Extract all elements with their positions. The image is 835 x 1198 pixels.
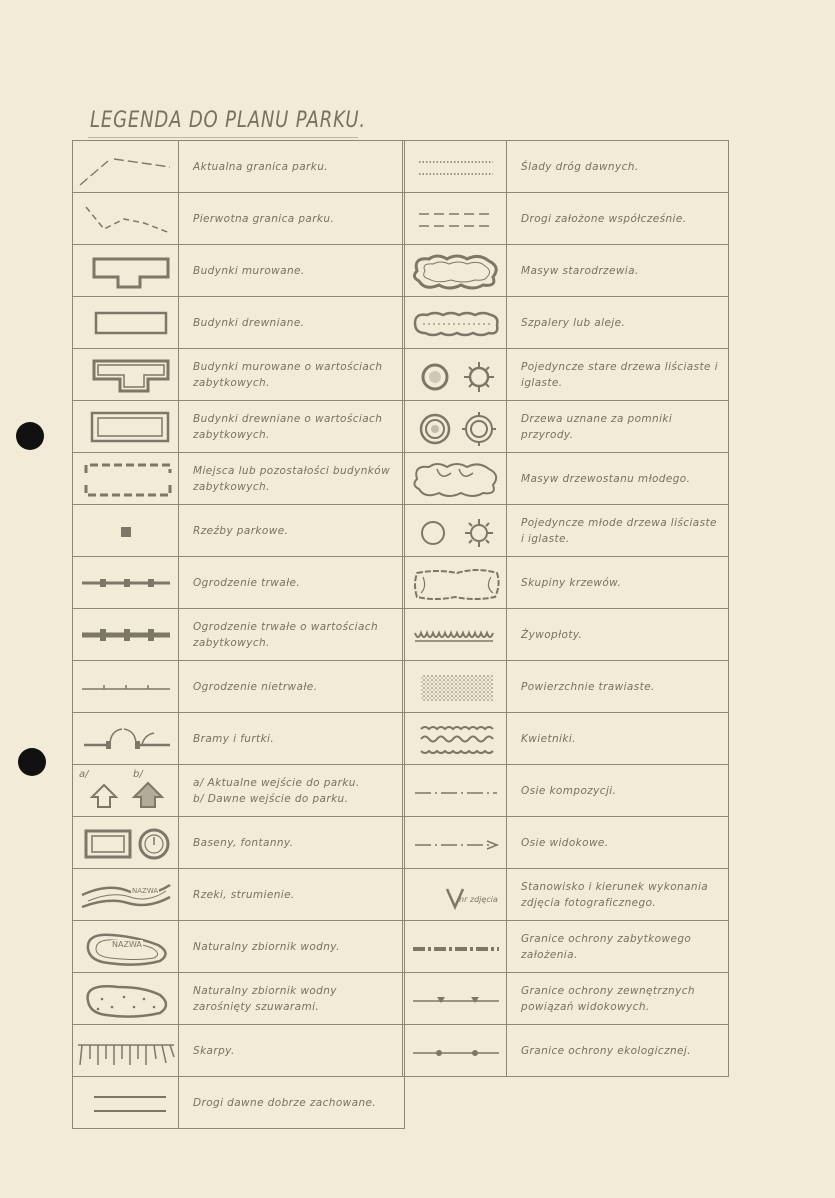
legend-row [403,713,729,765]
legend-label: Kwietniki. [507,713,729,764]
original-park-boundary-symbol [73,193,179,244]
legend-label: Skarpy. [179,1025,405,1076]
legend-label: Masyw starodrzewia. [507,245,729,296]
legend-row [403,765,729,817]
legend-label: Stanowisko i kierunek wykonania zdjęcia fotograficznego. [507,869,729,920]
legend-row [73,245,405,297]
title-underline [88,137,358,138]
legend-label: Skupiny krzewów. [507,557,729,608]
legend-row [73,817,405,869]
river-name-tag: NAZWA [132,887,159,895]
legend-row [403,141,729,193]
legend-row [403,1025,729,1077]
historic-fence-symbol [73,609,179,660]
photo-number-tag: nr zdjęcia [459,895,498,904]
heritage-protection-boundary-symbol [403,921,507,972]
legend-row [73,765,405,817]
legend-label: Budynki murowane. [179,245,405,296]
overgrown-pond-symbol [73,973,179,1024]
legend-label: Bramy i furtki. [179,713,405,764]
legend-row [73,505,405,557]
legend-label: Aktualna granica parku. [179,141,405,192]
legend-label: Budynki murowane o wartościach zabytkowych. [179,349,405,400]
lawn-symbol [403,661,507,712]
legend-row [73,193,405,245]
legend-row [73,297,405,349]
young-tree-mass-symbol [403,453,507,504]
legend-row [403,245,729,297]
legend-row [73,453,405,505]
brick-building-symbol [73,245,179,296]
temporary-fence-symbol [73,661,179,712]
legend-label: Pojedyncze młode drzewa liściaste i iglaste. [507,505,729,556]
legend-row [73,713,405,765]
legend-right-column [402,140,729,1077]
legend-row [403,661,729,713]
shrub-groups-symbol [403,557,507,608]
legend-row [403,453,729,505]
legend-row [403,297,729,349]
legend-label: Drzewa uznane za pomniki przyrody. [507,401,729,452]
pool-fountain-symbol [73,817,179,868]
legend-label: Baseny, fontanny. [179,817,405,868]
natural-monument-trees-symbol [403,401,507,452]
legend-label: Ślady dróg dawnych. [507,141,729,192]
gates-symbol [73,713,179,764]
building-remains-symbol [73,453,179,504]
legend-label: Osie widokowe. [507,817,729,868]
hedges-symbol [403,609,507,660]
legend-row [73,609,405,661]
legend-row [73,349,405,401]
legend-label: Naturalny zbiornik wodny. [179,921,405,972]
legend-left-column [72,140,405,1129]
legend-label: Pierwotna granica parku. [179,193,405,244]
legend-label: Drogi założone współcześnie. [507,193,729,244]
current-park-boundary-symbol [73,141,179,192]
legend-label: Granice ochrony zewnętrznych powiązań widokowych. [507,973,729,1024]
legend-row [73,401,405,453]
young-trees-symbol [403,505,507,556]
legend-row [73,921,405,973]
pond-name-tag: NAZWA [112,940,142,949]
park-sculpture-symbol [73,505,179,556]
legend-label: Naturalny zbiornik wodny zarośnięty szuwarami. [179,973,405,1024]
legend-label: Miejsca lub pozostałości budynków zabytkowych. [179,453,405,504]
legend-label: Szpalery lub aleje. [507,297,729,348]
legend-row [73,1077,405,1129]
legend-label: Ogrodzenie nietrwałe. [179,661,405,712]
old-road-traces-symbol [403,141,507,192]
view-axes-symbol [403,817,507,868]
legend-label: Granice ochrony ekologicznej. [507,1025,729,1076]
legend-label: Rzeźby parkowe. [179,505,405,556]
legend-row [73,973,405,1025]
legend-row [403,505,729,557]
legend-label: Budynki drewniane. [179,297,405,348]
river-symbol [73,869,179,920]
legend-label: Granice ochrony zabytkowego założenia. [507,921,729,972]
flower-beds-symbol [403,713,507,764]
composition-axes-symbol [403,765,507,816]
legend-row [403,921,729,973]
legend-label: Drogi dawne dobrze zachowane. [179,1077,405,1128]
legend-row [403,869,729,921]
modern-roads-symbol [403,193,507,244]
legend-row [403,973,729,1025]
tree-rows-symbol [403,297,507,348]
legend-label: Rzeki, strumienie. [179,869,405,920]
photo-station-symbol [403,869,507,920]
legend-row [73,141,405,193]
ecological-protection-symbol [403,1025,507,1076]
legend-row [403,401,729,453]
legend-row [403,349,729,401]
legend-label: Ogrodzenie trwałe. [179,557,405,608]
permanent-fence-symbol [73,557,179,608]
historic-brick-building-symbol [73,349,179,400]
legend-row [73,661,405,713]
legend-label: Powierzchnie trawiaste. [507,661,729,712]
legend-title: LEGENDA DO PLANU PARKU. [90,108,366,133]
external-view-protection-symbol [403,973,507,1024]
historic-wooden-building-symbol [73,401,179,452]
legend-label: Pojedyncze stare drzewa liściaste i iglaste. [507,349,729,400]
legend-row [73,869,405,921]
legend-row [403,193,729,245]
wooden-building-symbol [73,297,179,348]
legend-row [403,557,729,609]
legend-row [403,817,729,869]
legend-row [73,1025,405,1077]
old-trees-symbol [403,349,507,400]
legend-row [73,557,405,609]
pond-symbol [73,921,179,972]
legend-label: a/ Aktualne wejście do parku. b/ Dawne wejście do parku. [179,765,405,816]
old-tree-mass-symbol [403,245,507,296]
old-road-symbol [73,1077,179,1128]
legend-label: Osie kompozycji. [507,765,729,816]
punch-hole-bottom [18,748,46,776]
entrance-tag-a: a/ [79,769,89,780]
escarpment-symbol [73,1025,179,1076]
legend-label: Masyw drzewostanu młodego. [507,453,729,504]
legend-label: Ogrodzenie trwałe o wartościach zabytkowych. [179,609,405,660]
legend-row [403,609,729,661]
legend-label: Budynki drewniane o wartościach zabytkowych. [179,401,405,452]
punch-hole-top [16,422,44,450]
legend-label: Żywopłoty. [507,609,729,660]
entrance-tag-b: b/ [133,769,143,780]
entrance-arrows-symbol [73,765,179,816]
